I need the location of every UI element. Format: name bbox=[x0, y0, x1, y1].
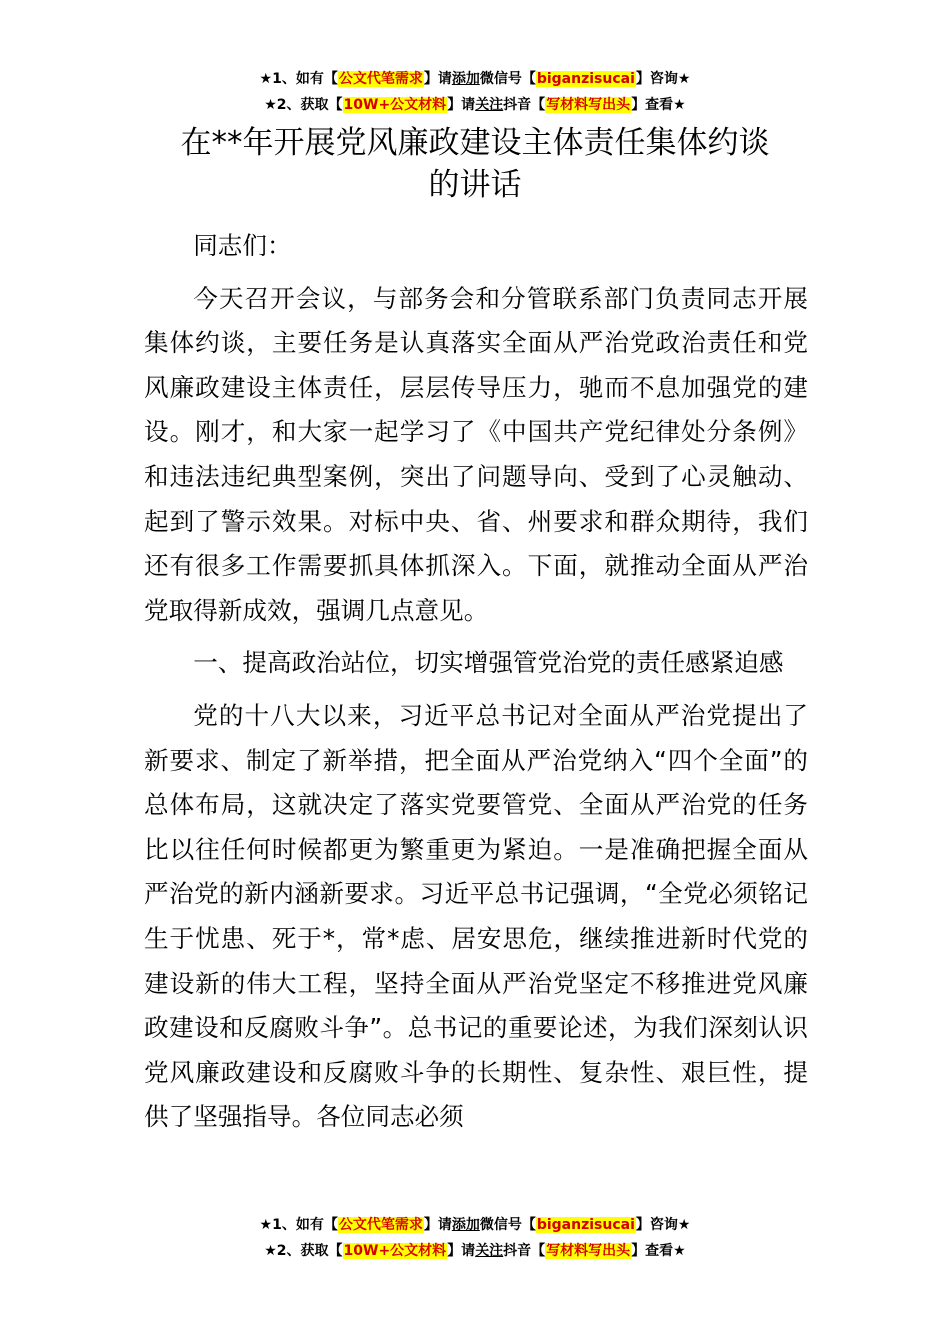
promo-text: 微信号【 bbox=[479, 1217, 536, 1233]
paragraph-intro: 今天召开会议，与部务会和分管联系部门负责同志开展集体约谈，主要任务是认真落实全面从严治党政治责任和党风廉政建设主体责任，层层传导压力，驰而不息加强党的建设。刚才，和大家一起学习了《中国共产党纪律处分条例》和违法违纪典型案例，突出了问题导向、受到了心灵触动、起到了警示效果。对标中央、省、州要求和群众期待，我们还有很多工作需要抓具体抓深入。下面，就推动全面从严治党取得新成效，强调几点意见。 bbox=[144, 283, 808, 625]
section-heading-1: 一、提高政治站位，切实增强管党治党的责任感紧迫感 bbox=[193, 648, 784, 678]
title-line-1: 在**年开展党风廉政建设主体责任集体约谈 bbox=[180, 125, 770, 161]
promo-text: 】请 bbox=[447, 1243, 476, 1259]
document-body bbox=[144, 224, 808, 1140]
promo-text: 】请 bbox=[423, 1217, 452, 1233]
document-title bbox=[100, 122, 850, 206]
promo-line-2 bbox=[0, 92, 950, 118]
promo-line-2 bbox=[0, 1238, 950, 1264]
promo-text: 抖音【 bbox=[503, 1243, 546, 1259]
promo-text: 】咨询★ bbox=[635, 71, 691, 87]
promo-text: 】查看★ bbox=[631, 97, 686, 113]
promo-highlight: 写材料写出头 bbox=[546, 97, 631, 113]
promo-underlined: 关注 bbox=[475, 1243, 504, 1259]
promo-text: 】咨询★ bbox=[635, 1217, 691, 1233]
bottom-promo-banner bbox=[0, 1212, 950, 1264]
promo-highlight: 10W+公文材料 bbox=[343, 1243, 447, 1259]
promo-text: ★2、获取【 bbox=[264, 1243, 343, 1259]
promo-line-1 bbox=[0, 66, 950, 92]
title-line-2: 的讲话 bbox=[428, 167, 522, 203]
promo-highlight: 公文代笔需求 bbox=[338, 71, 423, 87]
promo-highlight: biganzisucai bbox=[536, 71, 635, 87]
promo-underlined: 关注 bbox=[475, 97, 504, 113]
promo-highlight: biganzisucai bbox=[536, 1217, 635, 1233]
promo-highlight: 公文代笔需求 bbox=[338, 1217, 423, 1233]
promo-underlined: 添加 bbox=[451, 1217, 480, 1233]
salutation: 同志们： bbox=[193, 231, 292, 260]
promo-line-1 bbox=[0, 1212, 950, 1238]
promo-text: 】请 bbox=[423, 71, 452, 87]
promo-text: 微信号【 bbox=[479, 71, 536, 87]
promo-text: ★2、获取【 bbox=[264, 97, 343, 113]
promo-text: ★1、如有【 bbox=[259, 71, 338, 87]
promo-highlight: 写材料写出头 bbox=[546, 1243, 631, 1259]
promo-text: 抖音【 bbox=[503, 97, 546, 113]
promo-text: 】查看★ bbox=[631, 1243, 686, 1259]
promo-text: 】请 bbox=[447, 97, 476, 113]
promo-highlight: 10W+公文材料 bbox=[343, 97, 447, 113]
paragraph-section-1: 党的十八大以来，习近平总书记对全面从严治党提出了新要求、制定了新举措，把全面从严治党纳入“四个全面”的总体布局，这就决定了落实党要管党、全面从严治党的任务比以往任何时候都更为繁重更为紧迫。一是准确把握全面从严治党的新内涵新要求。习近平总书记强调，“全党必须铭记生于忧患、死于*，常*虑、居安思危，继续推进新时代党的建设新的伟大工程，坚持全面从严治党坚定不移推进党风廉政建设和反腐败斗争”。总书记的重要论述，为我们深刻认识党风廉政建设和反腐败斗争的长期性、复杂性、艰巨性，提供了坚强指导。各位同志必须 bbox=[144, 700, 808, 1132]
promo-text: ★1、如有【 bbox=[259, 1217, 338, 1233]
promo-underlined: 添加 bbox=[451, 71, 480, 87]
top-promo-banner bbox=[0, 66, 950, 118]
